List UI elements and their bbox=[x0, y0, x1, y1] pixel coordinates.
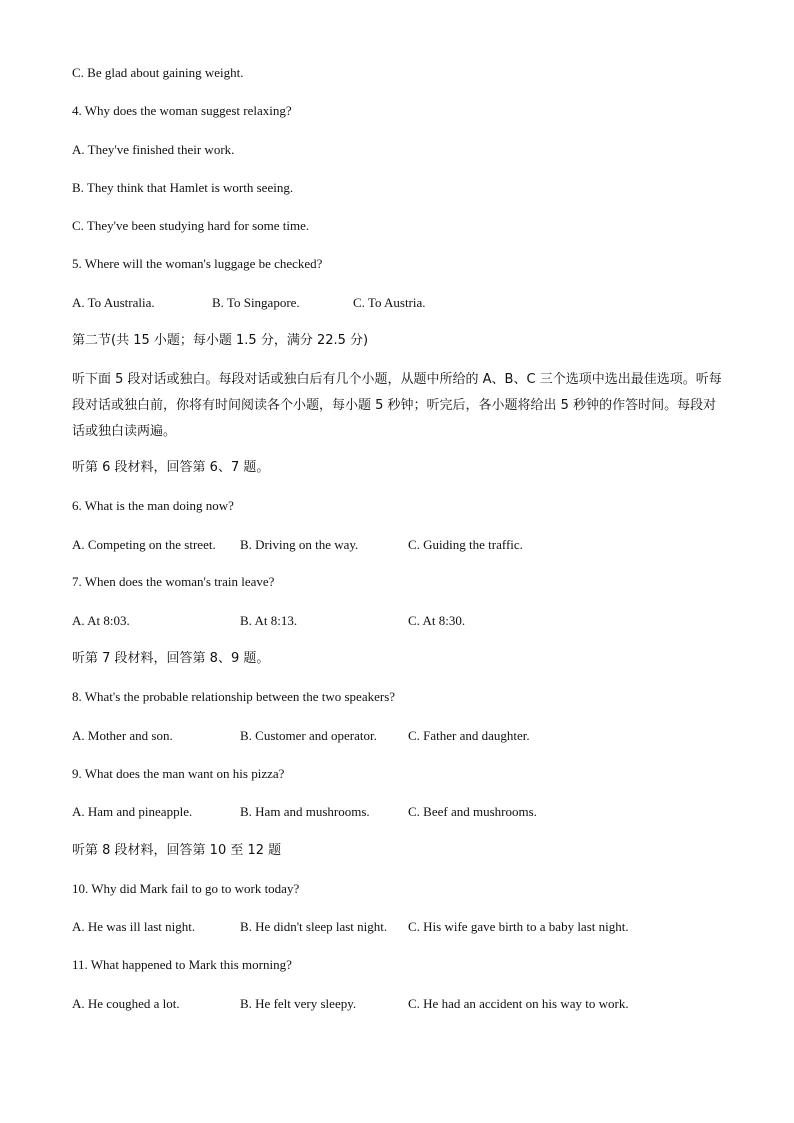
q11-option-b: B. He felt very sleepy. bbox=[240, 996, 357, 1011]
q4-option-b: B. They think that Hamlet is worth seeing. bbox=[72, 180, 294, 195]
q10-option-a: A. He was ill last night. bbox=[72, 919, 196, 934]
q8-option-b: B. Customer and operator. bbox=[240, 728, 377, 743]
q4-option-a: A. They've finished their work. bbox=[72, 142, 235, 157]
q6-option-b: B. Driving on the way. bbox=[240, 537, 359, 552]
section-2-heading: 第二节(共 15 小题；每小题 1.5 分，满分 22.5 分) bbox=[72, 333, 369, 348]
q7-option-a: A. At 8:03. bbox=[72, 613, 130, 628]
q7-option-c: C. At 8:30. bbox=[408, 613, 466, 628]
q6-option-c: C. Guiding the traffic. bbox=[408, 537, 523, 552]
question-11: 11. What happened to Mark this morning? bbox=[72, 957, 292, 972]
q8-option-a: A. Mother and son. bbox=[72, 728, 173, 743]
segment-6-heading: 听第 6 段材料，回答第 6、7 题。 bbox=[72, 460, 270, 475]
question-7: 7. When does the woman's train leave? bbox=[72, 574, 275, 589]
question-4: 4. Why does the woman suggest relaxing? bbox=[72, 103, 292, 118]
q5-option-a: A. To Australia. bbox=[72, 295, 155, 310]
question-5: 5. Where will the woman's luggage be checked? bbox=[72, 256, 323, 271]
q5-option-b: B. To Singapore. bbox=[212, 295, 300, 310]
q8-option-c: C. Father and daughter. bbox=[408, 728, 530, 743]
q9-option-a: A. Ham and pineapple. bbox=[72, 804, 193, 819]
q5-option-c: C. To Austria. bbox=[353, 295, 426, 310]
q10-option-b: B. He didn't sleep last night. bbox=[240, 919, 388, 934]
q4-option-c: C. They've been studying hard for some time. bbox=[72, 218, 310, 233]
q9-option-c: C. Beef and mushrooms. bbox=[408, 804, 537, 819]
question-10: 10. Why did Mark fail to go to work today? bbox=[72, 881, 300, 896]
segment-7-heading: 听第 7 段材料，回答第 8、9 题。 bbox=[72, 651, 270, 666]
q10-option-c: C. His wife gave birth to a baby last night. bbox=[408, 919, 629, 934]
segment-8-heading: 听第 8 段材料，回答第 10 至 12 题 bbox=[72, 843, 282, 858]
q9-option-b: B. Ham and mushrooms. bbox=[240, 804, 370, 819]
section-instructions: 听下面 5 段对话或独白。每段对话或独白后有几个小题，从题中所给的 A、B、C 三个选项中选出最佳选项。听每段对话或独白前，你将有时间阅读各个小题，每小题 5 秒钟；听完后，各小题将给出 5 秒钟的作答时间。每段对话或独白读两遍。 bbox=[72, 372, 722, 439]
question-8: 8. What's the probable relationship between the two speakers? bbox=[72, 689, 396, 704]
q3-option-c: C. Be glad about gaining weight. bbox=[72, 65, 244, 80]
q11-option-c: C. He had an accident on his way to work. bbox=[408, 996, 629, 1011]
q6-option-a: A. Competing on the street. bbox=[72, 537, 216, 552]
question-6: 6. What is the man doing now? bbox=[72, 498, 234, 513]
question-9: 9. What does the man want on his pizza? bbox=[72, 766, 285, 781]
q7-option-b: B. At 8:13. bbox=[240, 613, 298, 628]
q11-option-a: A. He coughed a lot. bbox=[72, 996, 180, 1011]
